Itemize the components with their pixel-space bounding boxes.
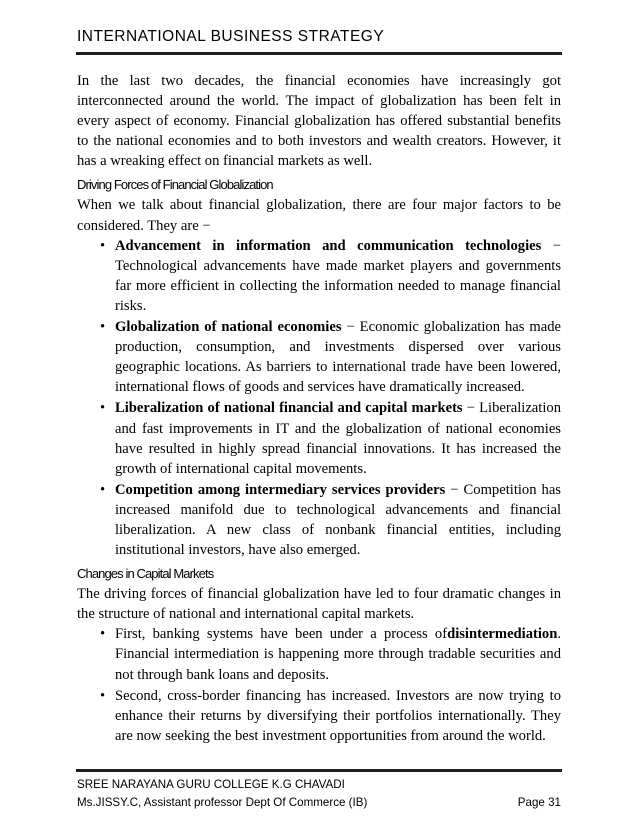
footer-rule (76, 769, 562, 772)
section-heading-capital-markets: Changes in Capital Markets (77, 566, 214, 582)
list-item-title: Globalization of national economies (115, 319, 342, 336)
capital-market-changes-list (77, 624, 561, 746)
page-footer (77, 776, 561, 812)
footer-author: Ms.JISSY.C, Assistant professor Dept Of Commerce (IB) (77, 796, 368, 809)
list-item-emphasis: disintermediation (447, 626, 558, 643)
intro-paragraph: In the last two decades, the financial economies have increasingly got interconnected around the world. The impact of globalization has been felt in every aspect of economy. Financial globalization has offered substantial benefits to the national economies and to both investors and wealth creators. However, it has a wreaking effect on financial markets as well. (77, 73, 561, 170)
list-item (100, 317, 561, 397)
list-item-title: Advancement in information and communication technologies (115, 237, 542, 254)
list-item-text: Second, cross-border financing has increased. Investors are now trying to enhance their returns by diversifying their portfolios internationally. They are now seeking the best investment opportunities from around the world. (115, 687, 561, 744)
footer-college: SREE NARAYANA GURU COLLEGE K.G CHAVADI (77, 778, 345, 791)
list-item-text: − Technological advancements have made market players and governments far more efficient in collecting the information needed to manage financial risks. (115, 237, 561, 314)
list-item-text: First, banking systems have been under a process of (115, 626, 448, 643)
list-item (100, 624, 561, 684)
list-item-text: − Competition has increased manifold due to technological advancements and financial liberalization. A new class of nonbank financial entities, including institutional investors, have also emerged. (115, 481, 561, 559)
bullet-icon: • (100, 400, 106, 417)
document-body (77, 71, 561, 747)
list-item-text: − Economic globalization has made production, consumption, and investments dispersed over various geographic locations. As barriers to international trade have been lowered, international flows of goods and services have dramatically increased. (115, 319, 561, 396)
list-item (100, 236, 561, 316)
list-item (100, 480, 561, 560)
header-rule (76, 52, 562, 55)
list-item-text: − Liberalization and fast improvements in IT and the globalization of national economies have resulted in highly spread financial innovations. It has increased the growth of international capital movements. (115, 400, 561, 477)
list-item (100, 686, 561, 746)
section2-lead: The driving forces of financial globalization have led to four dramatic changes in the structure of national and international capital markets. (77, 586, 561, 623)
section1-lead: When we talk about financial globalization, there are four major factors to be considered. They are − (77, 197, 561, 234)
list-item-title: Competition among intermediary services providers (115, 481, 446, 498)
driving-forces-list (77, 236, 561, 561)
list-item-text: . Financial intermediation is happening more through tradable securities and not through bank loans and deposits. (115, 626, 561, 683)
bullet-icon: • (100, 687, 106, 704)
bullet-icon: • (100, 626, 106, 643)
list-item (100, 398, 561, 478)
bullet-icon: • (100, 237, 106, 254)
bullet-icon: • (100, 319, 106, 336)
page-number: Page 31 (517, 796, 561, 809)
section-heading-driving-forces: Driving Forces of Financial Globalization (77, 177, 273, 193)
list-item-title: Liberalization of national financial and capital markets (115, 400, 463, 417)
bullet-icon: • (100, 481, 106, 498)
page-header-title: INTERNATIONAL BUSINESS STRATEGY (77, 28, 385, 45)
